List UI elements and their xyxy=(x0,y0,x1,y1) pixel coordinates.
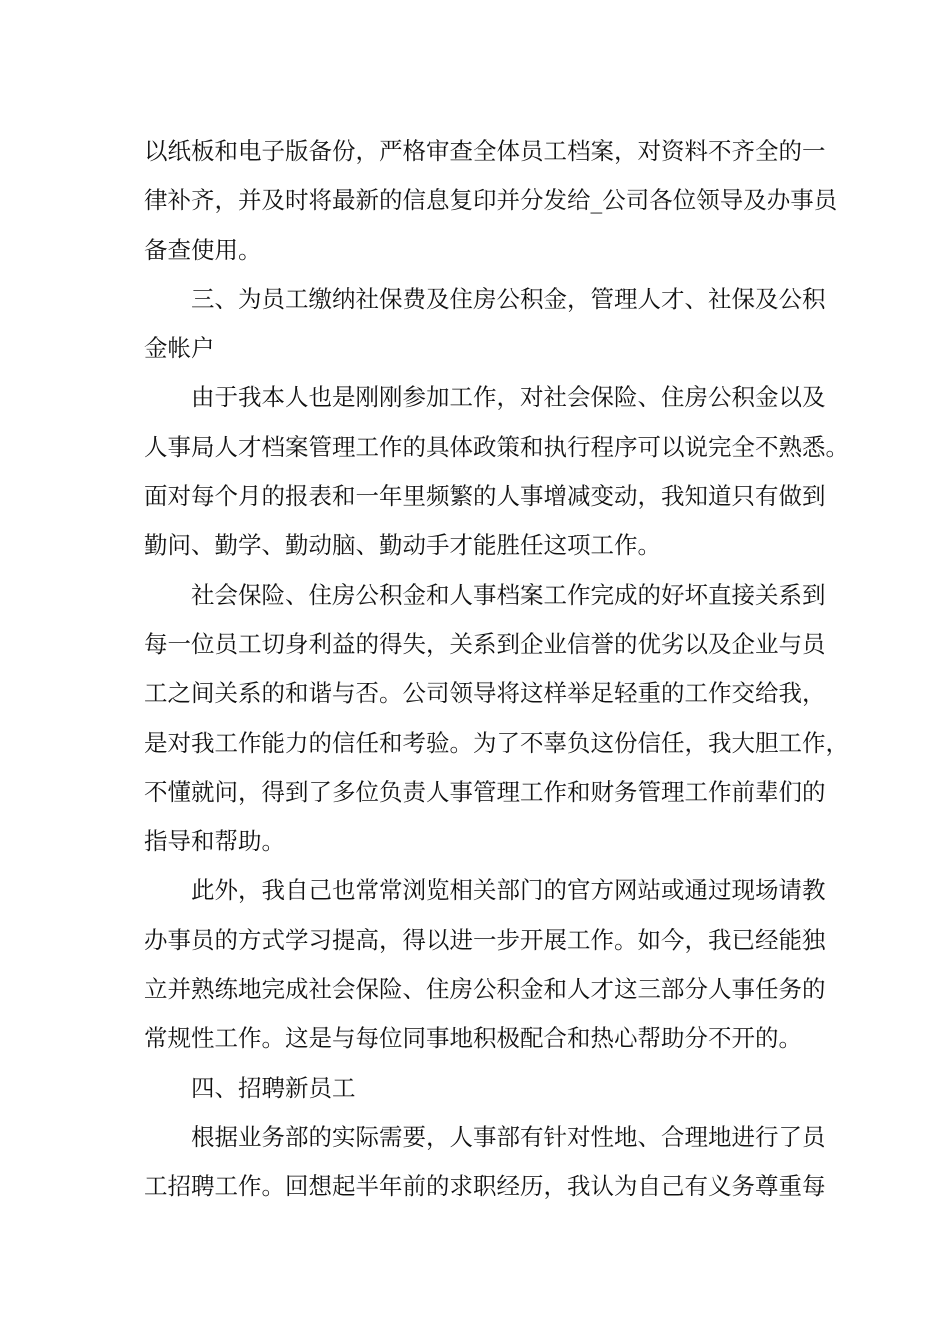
text-line: 立并熟练地完成社会保险、住房公积金和人才这三部分人事任务的 xyxy=(144,975,826,1004)
text-line: 是对我工作能力的信任和考验。为了不辜负这份信任，我大胆工作， xyxy=(144,728,849,757)
text-line: 根据业务部的实际需要，人事部有针对性地、合理地进行了员 xyxy=(191,1122,826,1151)
text-line: 律补齐，并及时将最新的信息复印并分发给_公司各位领导及办事员 xyxy=(144,186,838,215)
text-line: 指导和帮助。 xyxy=(144,827,285,856)
text-line: 勤问、勤学、勤动脑、勤动手才能胜任这项工作。 xyxy=(144,531,661,560)
document-body xyxy=(144,127,849,1212)
text-line: 社会保险、住房公积金和人事档案工作完成的好坏直接关系到 xyxy=(191,580,826,609)
text-line: 工之间关系的和谐与否。公司领导将这样举足轻重的工作交给我， xyxy=(144,679,826,708)
section-heading-continued: 金帐户 xyxy=(144,334,215,363)
text-line: 办事员的方式学习提高，得以进一步开展工作。如今，我已经能独 xyxy=(144,925,826,954)
section-heading: 四、招聘新员工 xyxy=(191,1073,356,1102)
section-heading: 三、为员工缴纳社保费及住房公积金，管理人才、社保及公积 xyxy=(191,284,826,313)
text-line: 工招聘工作。回想起半年前的求职经历，我认为自己有义务尊重每 xyxy=(144,1172,826,1201)
text-line: 以纸板和电子版备份，严格审查全体员工档案，对资料不齐全的一 xyxy=(144,137,826,165)
text-line: 备查使用。 xyxy=(144,235,262,264)
text-line: 由于我本人也是刚刚参加工作，对社会保险、住房公积金以及 xyxy=(191,383,826,412)
text-line: 此外，我自己也常常浏览相关部门的官方网站或通过现场请教 xyxy=(191,876,826,905)
text-line: 面对每个月的报表和一年里频繁的人事增减变动，我知道只有做到 xyxy=(144,482,826,511)
text-line: 每一位员工切身利益的得失，关系到企业信誉的优劣以及企业与员 xyxy=(144,629,826,658)
text-line: 不懂就问，得到了多位负责人事管理工作和财务管理工作前辈们的 xyxy=(144,777,826,806)
text-line: 常规性工作。这是与每位同事地积极配合和热心帮助分不开的。 xyxy=(144,1024,802,1053)
text-line: 人事局人才档案管理工作的具体政策和执行程序可以说完全不熟悉。 xyxy=(144,432,849,461)
